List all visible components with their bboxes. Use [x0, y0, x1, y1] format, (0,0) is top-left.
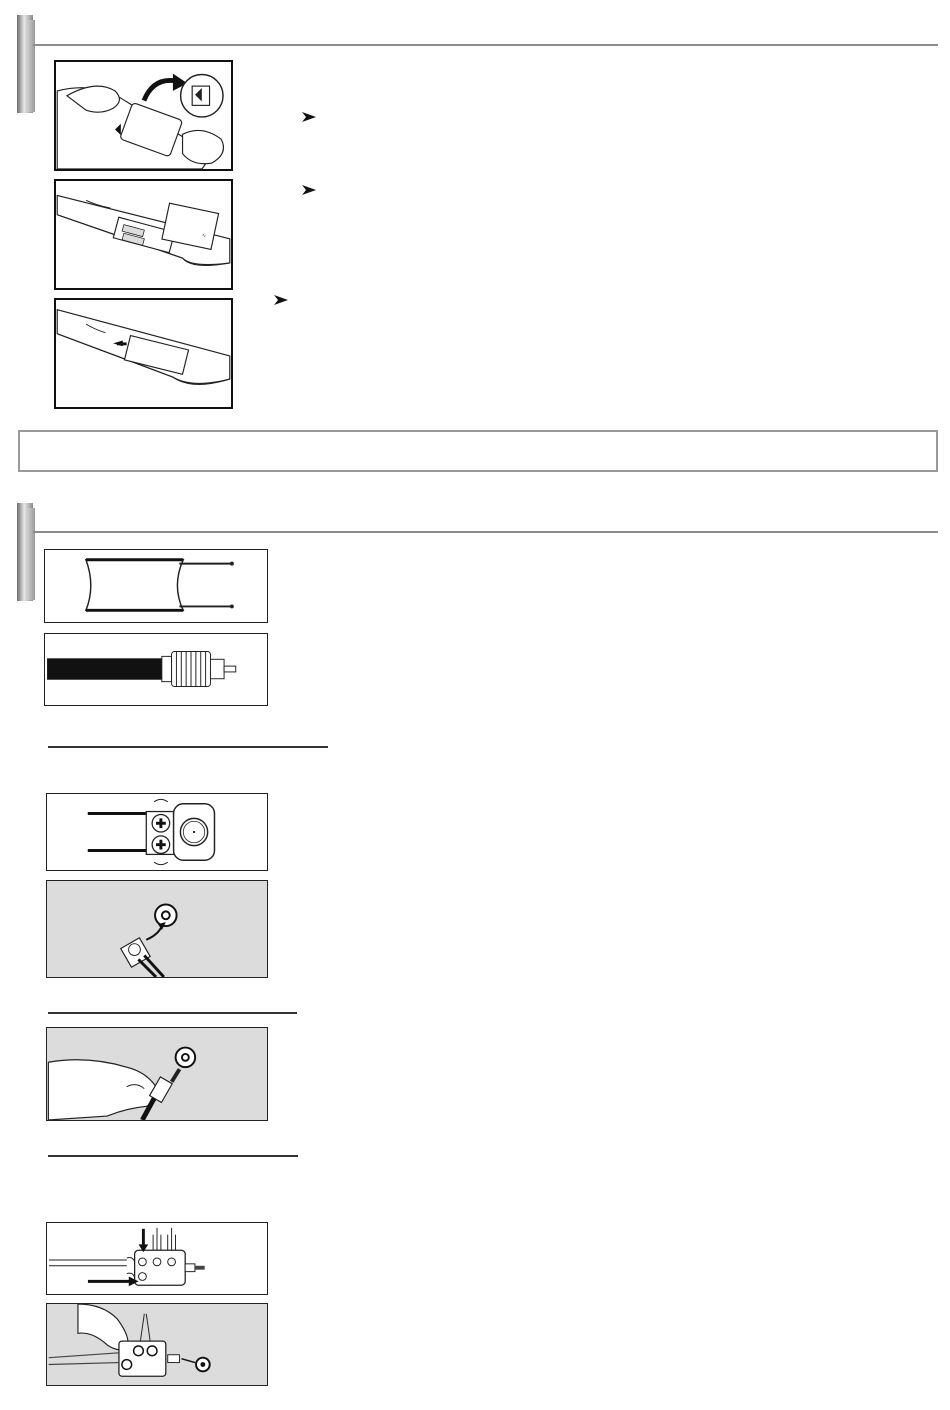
twin-lead-adapter-figure	[46, 793, 268, 871]
note-box	[18, 430, 938, 472]
remote-step-close-cover	[54, 298, 233, 409]
subheading-rule	[48, 1155, 298, 1157]
combiner-figure	[46, 1222, 268, 1295]
open-cover-illustration	[56, 62, 231, 169]
twin-lead-adapter-illustration	[47, 794, 267, 870]
coaxial-to-terminal-illustration	[47, 1028, 267, 1120]
combiner-illustration	[47, 1223, 267, 1294]
adapter-to-terminal-illustration	[47, 881, 267, 977]
section-header-rule	[33, 531, 938, 533]
remote-step-insert-batteries	[54, 179, 233, 290]
twin-lead-cable-figure	[44, 549, 268, 623]
coaxial-cable-illustration	[45, 634, 267, 705]
remote-step-open-cover	[54, 60, 233, 171]
adapter-to-terminal-figure	[46, 880, 268, 978]
close-cover-illustration	[56, 300, 231, 407]
section-header-rule	[33, 44, 938, 46]
twin-lead-cable-illustration	[45, 550, 267, 622]
combiner-to-terminal-figure	[46, 1303, 268, 1386]
note-arrow-icon	[274, 295, 288, 305]
combiner-to-terminal-illustration	[47, 1304, 267, 1385]
note-arrow-icon	[302, 185, 316, 195]
note-arrow-icon	[302, 112, 316, 122]
coaxial-to-terminal-figure	[46, 1027, 268, 1121]
subheading-rule	[48, 1012, 297, 1014]
section-tab-marker-shadow	[27, 20, 35, 112]
subheading-rule	[48, 746, 328, 748]
svg-text:∿: ∿	[201, 233, 206, 239]
coaxial-cable-figure	[44, 633, 268, 706]
insert-batteries-illustration	[56, 181, 231, 288]
section-tab-marker-shadow	[27, 508, 35, 600]
